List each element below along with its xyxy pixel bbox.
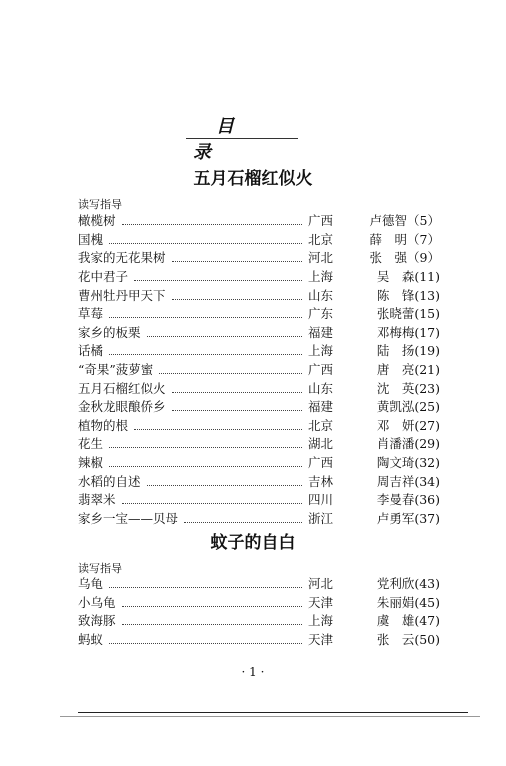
toc-entry[interactable] bbox=[78, 490, 440, 509]
entry-title: “奇果”菠萝蜜 bbox=[78, 362, 154, 378]
author-name: 周吉祥 bbox=[376, 473, 415, 489]
entry-title: 曹州牡丹甲天下 bbox=[78, 287, 166, 303]
section-title: 蚊子的自白 bbox=[210, 533, 296, 553]
author-name: 党利欣 bbox=[376, 576, 415, 592]
toc-list bbox=[78, 574, 440, 648]
entry-title: 小乌龟 bbox=[78, 594, 116, 610]
entry-province: 福建 bbox=[308, 324, 334, 340]
entry-author bbox=[352, 211, 440, 229]
page-ref: (50) bbox=[414, 632, 440, 648]
entry-province: 天津 bbox=[308, 632, 334, 648]
entry-author bbox=[352, 248, 440, 266]
entry-author bbox=[352, 453, 440, 471]
dot-leader bbox=[109, 316, 302, 318]
author-name: 陶文琦 bbox=[376, 455, 415, 471]
toc-entry[interactable] bbox=[78, 360, 440, 379]
page-ref: (17) bbox=[414, 324, 440, 340]
entry-province: 天津 bbox=[308, 594, 334, 610]
dot-leader bbox=[109, 465, 302, 467]
toc-entry[interactable] bbox=[78, 397, 440, 416]
page-ref: (47) bbox=[414, 613, 440, 629]
entry-author bbox=[352, 593, 440, 611]
page-ref: （5） bbox=[407, 213, 440, 229]
toc-entry[interactable] bbox=[78, 509, 440, 528]
author-name: 朱丽娟 bbox=[376, 594, 415, 610]
entry-title: 话橘 bbox=[78, 343, 104, 359]
toc-entry[interactable] bbox=[78, 630, 440, 649]
entry-province: 广东 bbox=[308, 306, 334, 322]
page-number: · 1 · bbox=[241, 665, 265, 679]
page-ref: (27) bbox=[414, 417, 440, 433]
toc-entry[interactable] bbox=[78, 593, 440, 612]
entry-author bbox=[352, 304, 440, 322]
entry-title: 草莓 bbox=[78, 306, 104, 322]
author-name: 吴 森 bbox=[376, 269, 415, 285]
page-ref: (15) bbox=[414, 306, 440, 322]
toc-entry[interactable] bbox=[78, 323, 440, 342]
page-ref: (11) bbox=[414, 269, 440, 285]
dot-leader bbox=[109, 353, 302, 355]
dot-leader bbox=[109, 642, 302, 644]
entry-province: 广西 bbox=[308, 362, 334, 378]
dot-leader bbox=[122, 502, 302, 504]
entry-province: 吉林 bbox=[308, 473, 334, 489]
entry-title: 橄榄树 bbox=[78, 213, 116, 229]
page-ref: (19) bbox=[414, 343, 440, 359]
author-name: 肖潘潘 bbox=[376, 436, 415, 452]
dot-leader bbox=[172, 298, 302, 300]
toc-entry[interactable] bbox=[78, 248, 440, 267]
footer-rule-thin bbox=[60, 716, 480, 717]
toc-entry[interactable] bbox=[78, 416, 440, 435]
author-name: 陈 锋 bbox=[376, 287, 415, 303]
dot-leader bbox=[134, 279, 302, 281]
page-ref: (23) bbox=[414, 380, 440, 396]
page-ref: （7） bbox=[407, 231, 440, 247]
toc-entry[interactable] bbox=[78, 471, 440, 490]
entry-author bbox=[352, 286, 440, 304]
page-ref: (13) bbox=[414, 287, 440, 303]
page-ref: (32) bbox=[414, 455, 440, 471]
page-ref: (43) bbox=[414, 576, 440, 592]
reading-guide-label: 读写指导 bbox=[78, 562, 122, 575]
author-name: 张晓蕾 bbox=[376, 306, 415, 322]
entry-province: 广西 bbox=[308, 213, 334, 229]
page-ref: (21) bbox=[414, 362, 440, 378]
dot-leader bbox=[172, 391, 302, 393]
entry-province: 北京 bbox=[308, 231, 334, 247]
page-ref: (37) bbox=[414, 510, 440, 526]
page-ref: （9） bbox=[407, 250, 440, 266]
entry-author bbox=[352, 341, 440, 359]
toc-entry[interactable] bbox=[78, 453, 440, 472]
toc-entry[interactable] bbox=[78, 611, 440, 630]
entry-province: 山东 bbox=[308, 380, 334, 396]
entry-title: 五月石榴红似火 bbox=[78, 380, 166, 396]
page-ref: (34) bbox=[414, 473, 440, 489]
toc-entry[interactable] bbox=[78, 267, 440, 286]
author-name: 张 云 bbox=[376, 632, 415, 648]
toc-entry[interactable] bbox=[78, 574, 440, 593]
entry-province: 湖北 bbox=[308, 436, 334, 452]
dot-leader bbox=[122, 605, 302, 607]
author-name: 邓 妍 bbox=[376, 417, 415, 433]
entry-province: 浙江 bbox=[308, 510, 334, 526]
toc-entry[interactable] bbox=[78, 304, 440, 323]
entry-author bbox=[352, 490, 440, 508]
page-ref: (25) bbox=[414, 399, 440, 415]
entry-title: 致海豚 bbox=[78, 613, 116, 629]
dot-leader bbox=[147, 484, 302, 486]
entry-author bbox=[352, 472, 440, 490]
toc-entry[interactable] bbox=[78, 230, 440, 249]
entry-title: 家乡一宝——贝母 bbox=[78, 510, 179, 526]
page-ref: (29) bbox=[414, 436, 440, 452]
toc-entry[interactable] bbox=[78, 285, 440, 304]
entry-title: 植物的根 bbox=[78, 417, 129, 433]
entry-title: 翡翠米 bbox=[78, 492, 116, 508]
toc-entry[interactable] bbox=[78, 341, 440, 360]
entry-title: 家乡的板栗 bbox=[78, 324, 141, 340]
entry-author bbox=[352, 360, 440, 378]
page-title: 目 录 bbox=[193, 116, 280, 163]
dot-leader bbox=[109, 446, 302, 448]
entry-province: 北京 bbox=[308, 417, 334, 433]
entry-province: 广西 bbox=[308, 455, 334, 471]
author-name: 唐 亮 bbox=[376, 362, 415, 378]
entry-author bbox=[352, 509, 440, 527]
entry-province: 河北 bbox=[308, 250, 334, 266]
author-name: 邓梅梅 bbox=[376, 324, 415, 340]
page-ref: (45) bbox=[414, 594, 440, 610]
dot-leader bbox=[172, 409, 302, 411]
reading-guide-label: 读写指导 bbox=[78, 198, 122, 211]
entry-author bbox=[352, 611, 440, 629]
toc-entry[interactable] bbox=[78, 211, 440, 230]
page-ref: (36) bbox=[414, 492, 440, 508]
entry-title: 金秋龙眼酿侨乡 bbox=[78, 399, 166, 415]
entry-province: 福建 bbox=[308, 399, 334, 415]
dot-leader bbox=[134, 428, 302, 430]
entry-title: 花中君子 bbox=[78, 269, 129, 285]
author-name: 沈 英 bbox=[376, 380, 415, 396]
author-name: 虞 雄 bbox=[376, 613, 415, 629]
author-name: 卢德智 bbox=[369, 213, 408, 229]
author-name: 薛 明 bbox=[369, 231, 408, 247]
entry-author bbox=[352, 397, 440, 415]
entry-province: 上海 bbox=[308, 613, 334, 629]
entry-title: 辣椒 bbox=[78, 455, 104, 471]
entry-province: 上海 bbox=[308, 343, 334, 359]
dot-leader bbox=[109, 242, 302, 244]
entry-author bbox=[352, 230, 440, 248]
section-title: 五月石榴红似火 bbox=[193, 169, 313, 189]
entry-author bbox=[352, 416, 440, 434]
entry-author bbox=[352, 434, 440, 452]
dot-leader bbox=[122, 223, 302, 225]
title-underline bbox=[186, 138, 298, 139]
author-name: 陆 扬 bbox=[376, 343, 415, 359]
author-name: 张 强 bbox=[369, 250, 408, 266]
entry-title: 国槐 bbox=[78, 231, 104, 247]
footer-rule bbox=[78, 712, 468, 713]
dot-leader bbox=[147, 335, 302, 337]
dot-leader bbox=[159, 372, 302, 374]
entry-author bbox=[352, 379, 440, 397]
entry-author bbox=[352, 630, 440, 648]
dot-leader bbox=[109, 586, 302, 588]
entry-author bbox=[352, 574, 440, 592]
entry-title: 我家的无花果树 bbox=[78, 250, 166, 266]
entry-author bbox=[352, 267, 440, 285]
author-name: 卢勇军 bbox=[376, 510, 415, 526]
toc-entry[interactable] bbox=[78, 434, 440, 453]
entry-province: 山东 bbox=[308, 287, 334, 303]
toc-entry[interactable] bbox=[78, 378, 440, 397]
entry-title: 乌龟 bbox=[78, 576, 104, 592]
author-name: 黄凯泓 bbox=[376, 399, 415, 415]
dot-leader bbox=[184, 521, 302, 523]
dot-leader bbox=[172, 260, 302, 262]
entry-title: 花生 bbox=[78, 436, 104, 452]
entry-title: 水稻的自述 bbox=[78, 473, 141, 489]
entry-province: 四川 bbox=[308, 492, 334, 508]
author-name: 李曼春 bbox=[376, 492, 415, 508]
dot-leader bbox=[122, 623, 302, 625]
entry-author bbox=[352, 323, 440, 341]
entry-province: 河北 bbox=[308, 576, 334, 592]
toc-list bbox=[78, 211, 440, 527]
entry-title: 蚂蚁 bbox=[78, 632, 104, 648]
entry-province: 上海 bbox=[308, 269, 334, 285]
